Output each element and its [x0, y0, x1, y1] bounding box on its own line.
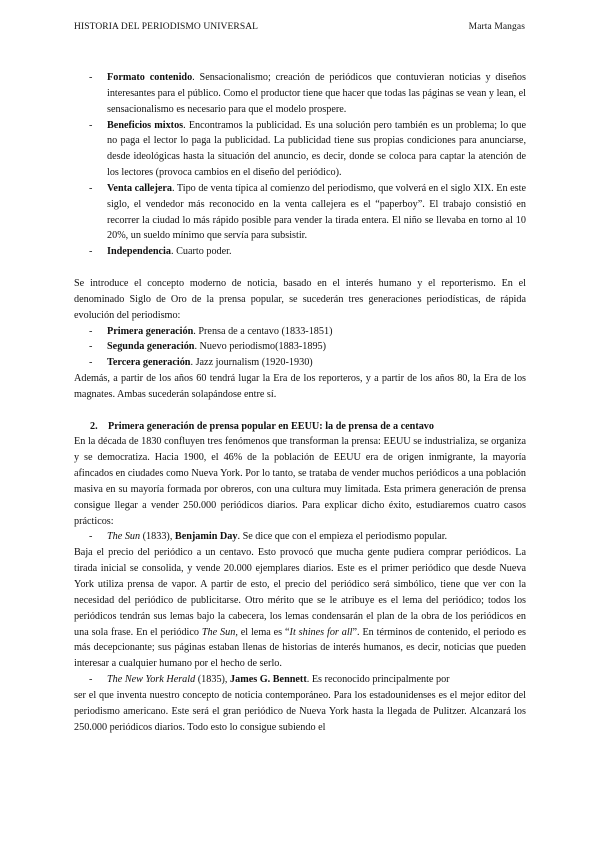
list-text: . Se dice que con el empieza el periodismo popular.: [237, 531, 448, 543]
list-term: Beneficios mixtos: [107, 119, 184, 131]
bullet-dash: -: [89, 325, 93, 337]
list-item: [74, 339, 526, 355]
document-body: [74, 70, 526, 735]
paragraph-herald: ser el que inventa nuestro concepto de noticia contemporáneo. Para los estadounidenses es el mejor editor del periodismo americano. Este será el gran periódico de Nueva York hasta la llegada de Pulitzer. Alcanzará los 250.000 periódicos diarios. Todo esto lo consigue subiendo el: [74, 689, 526, 733]
list-term: Venta callejera: [107, 182, 172, 194]
list-text: . Es reconocido principalmente por: [306, 674, 450, 686]
list-item: [74, 70, 526, 118]
paper-name: The Sun: [107, 531, 141, 543]
bullet-dash: -: [89, 246, 93, 258]
bullet-dash: -: [89, 72, 93, 83]
list-item: [74, 118, 526, 181]
list-item: [74, 324, 526, 340]
paragraph-intro: Se introduce el concepto moderno de noticia, basado en el interés humano y el reporterismo. En el denominado Siglo de Oro de la prensa popular, se sucederán tres generaciones periodísticas, de rápida evolución del periodismo:: [74, 277, 526, 321]
paragraph-eras: Además, a partir de los años 60 tendrá lugar la Era de los reporteros, y a partir de los años 80, la Era de los magnates. Ambas sucederán solapándose entre sí.: [74, 373, 526, 400]
founder-name: James G. Bennett: [230, 674, 307, 686]
bullet-dash: -: [89, 674, 93, 686]
bullet-dash: -: [89, 119, 93, 131]
list-item: [74, 181, 526, 244]
list-item-sun: [74, 529, 526, 545]
header-author: Marta Mangas: [468, 22, 525, 32]
paper-name: The New York Herald: [107, 674, 196, 686]
bullet-dash: -: [89, 341, 93, 353]
list-term: Segunda generación: [107, 341, 195, 353]
bullet-dash: -: [89, 357, 93, 369]
list-text: . Nuevo periodismo(1883-1895): [194, 341, 327, 353]
list-text: . Encontramos la publicidad. Es una solución pero también es un problema; lo que no paga el lector lo paga la publicidad. La publicidad tiene sus propias condiciones para anunciarse, desde ideológicas hasta la situación del anuncio, es decir, donde se coloca para captar la atención de los lectores (provoca cambios en el diseño del periódico).: [107, 119, 527, 179]
section-heading: [74, 419, 526, 435]
list-term: Independencia: [107, 246, 171, 258]
list-term: Primera generación: [107, 325, 194, 337]
header-title: HISTORIA DEL PERIODISMO UNIVERSAL: [74, 22, 259, 32]
paragraph-sun: Baja el precio del periódico a un centavo. Esto provocó que mucha gente pudiera comprar periódicos. La tirada inicial se consolida, y vende 20.000 ejemplares diarios. Este es el primer periódico que desde Nueva York utiliza prensa de vapor. A partir de esto, el precio del periódico será simbólico, tiene que ver con la necesidad del periódico de publicitarse. Otro mérito que se le atribuye es el lema del periódico; todos los periódicos tendrán sus lemas bajo la cabecera, los lemas condensarán el plan de la obra de los periódicos en una sola frase. En el periódico The Sun, el lema es “It shines for all”. En términos de contenido, el periodo es más decepcionante; sus páginas estaban llenas de historias de interés humanos, es decir, noticias que pueden interesar a cualquier humano por el hecho de serlo.: [74, 547, 526, 670]
list-text: . Prensa de a centavo (1833-1851): [193, 325, 333, 337]
section-title: Primera generación de prensa popular en EEUU: la de prensa de a centavo: [108, 420, 434, 432]
founder-name: Benjamin Day: [174, 531, 238, 543]
bullet-dash: -: [89, 182, 93, 194]
list-term: Tercera generación: [107, 357, 191, 369]
list-text: . Jazz journalism (1920-1930): [190, 357, 313, 369]
list-item-herald: [74, 672, 526, 688]
list-text: . Cuarto poder.: [170, 246, 232, 258]
list-term: Formato contenido: [107, 72, 193, 83]
paper-year: (1835),: [195, 674, 231, 686]
paper-year: (1833),: [140, 531, 175, 543]
list-item: [74, 244, 526, 260]
bullet-dash: -: [89, 531, 93, 543]
list-text: . Tipo de venta típica al comienzo del periodismo, que volverá en el siglo XIX. En este siglo, el vendedor más reconocido en la venta callejera es el “paperboy”. El trabajo consistió en recorrer la ciudad lo más rápido posible para vender la tirada entera. El niño se llevaba en torno al 10 20%, un sueldo mínimo que servía para subsistir.: [107, 182, 526, 242]
list-item: [74, 355, 526, 371]
section-number: 2.: [90, 420, 98, 432]
paragraph-context: En la década de 1830 confluyen tres fenómenos que transforman la prensa: EEUU se industrializa, se organiza y se democratiza. Hacia 1900, el 46% de la población de EEUU era de origen inmigrante, la mayoría afincados en ciudades como Nueva York. Por lo tanto, se trataba de vender muchos periódicos a una población masiva en su mayoría formada por obreros, con una cultura muy limitada. Esta primera generación de prensa consigue llegar a vender 250.000 periódicos diarios. Para explicar dicho éxito, estudiaremos cuatro casos prácticos:: [74, 436, 526, 527]
motto: It shines for all: [289, 626, 353, 638]
list-text: . Sensacionalismo; creación de periódicos que contuvieran noticias y diseños interesantes para el público. Como el productor tiene que hacer que todas las páginas se vean y lean, el sensacionalismo es necesario para que el modelo prospere.: [107, 72, 526, 115]
